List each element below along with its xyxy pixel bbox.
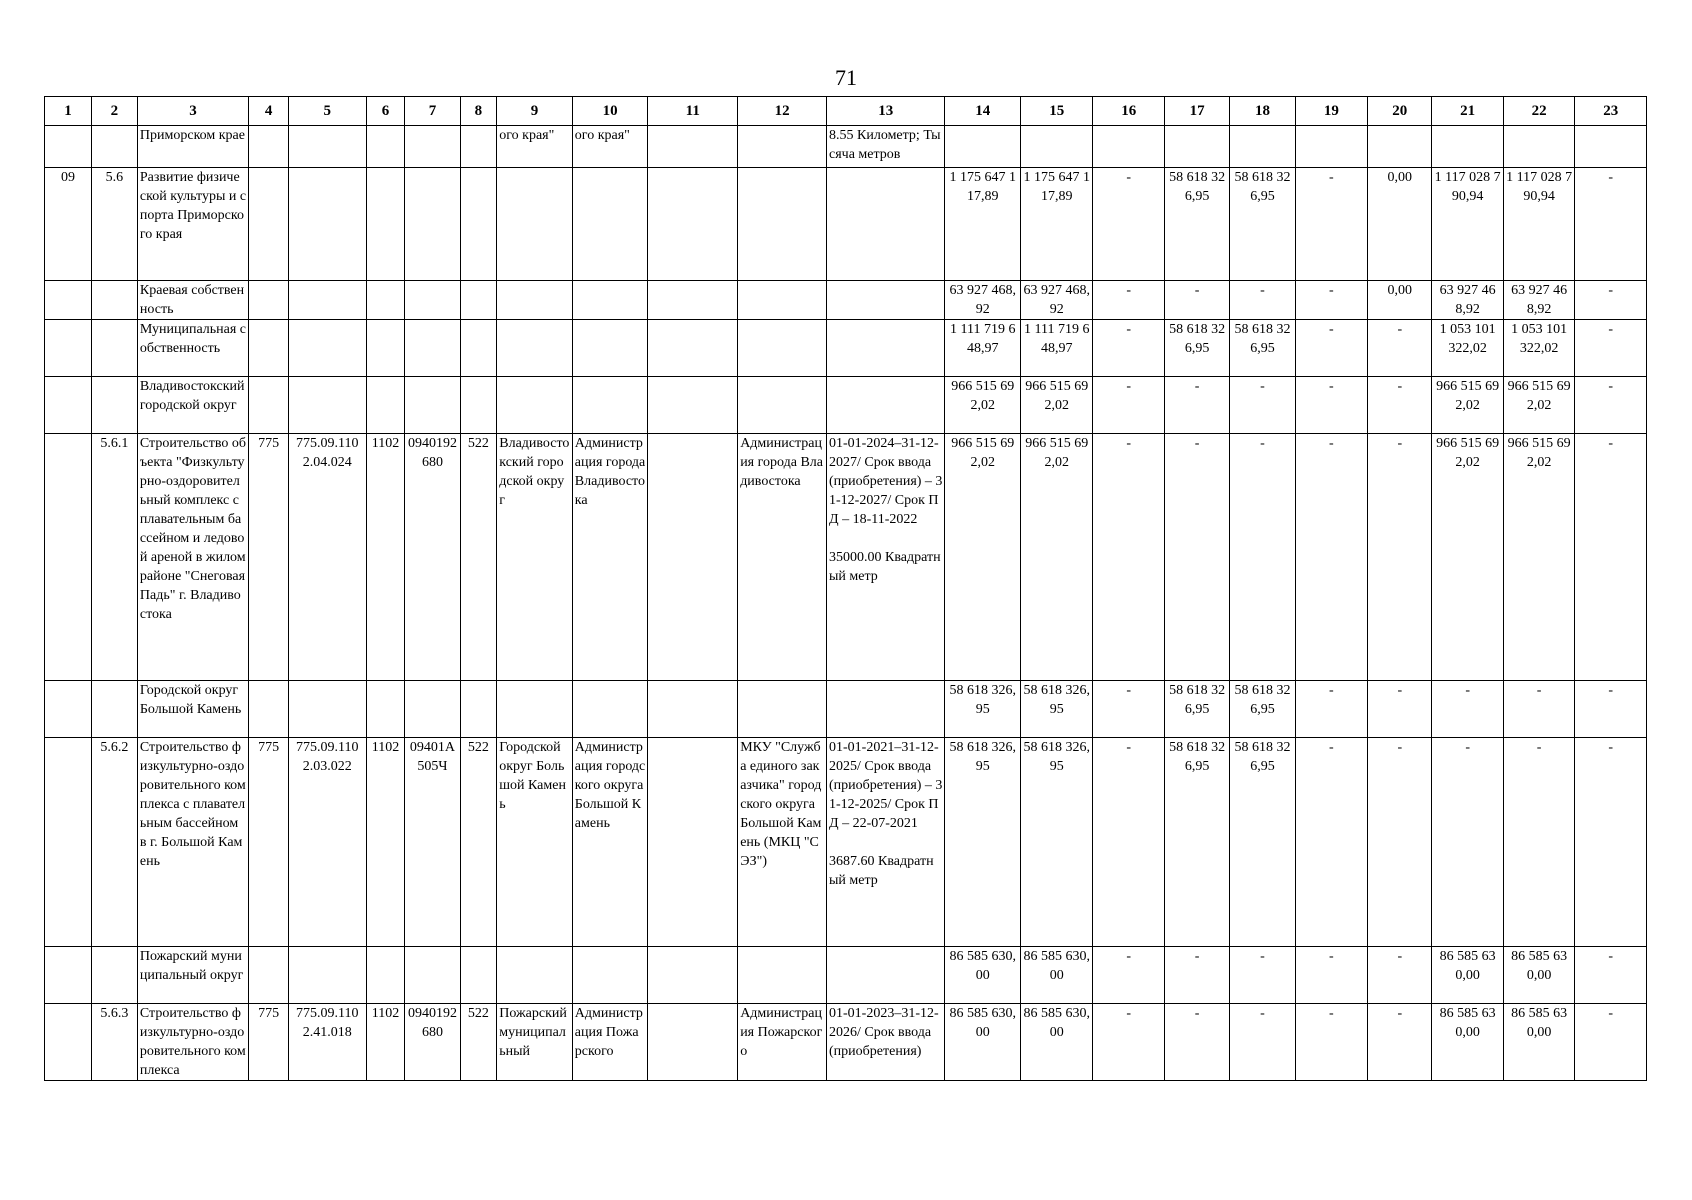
cell-col-17: 58 618 326,95 [1164,681,1229,738]
column-header-23: 23 [1575,97,1647,126]
cell-col-19: - [1295,320,1367,377]
table-row [45,434,1647,681]
cell-col-2 [91,281,137,320]
column-header-15: 15 [1021,97,1093,126]
cell-col-21: 1 117 028 790,94 [1432,168,1503,281]
cell-col-8 [460,281,497,320]
cell-col-13: 8.55 Километр; Тысяча метров [827,126,945,168]
cell-col-12 [738,126,827,168]
cell-col-18: - [1230,377,1295,434]
cell-col-23: - [1575,947,1647,1004]
cell-col-8 [460,947,497,1004]
cell-col-9: Городской округ Большой Камень [497,738,573,947]
cell-col-19: - [1295,377,1367,434]
cell-col-17: - [1164,281,1229,320]
cell-col-15: 966 515 692,02 [1021,377,1093,434]
cell-col-10 [572,377,648,434]
cell-col-3: Приморском крае [137,126,248,168]
column-header-7: 7 [405,97,460,126]
cell-col-21 [1432,126,1503,168]
cell-col-13 [827,281,945,320]
cell-col-12 [738,281,827,320]
cell-col-7: 09401А505Ч [405,738,460,947]
cell-col-16: - [1093,281,1164,320]
cell-col-20: - [1368,434,1432,681]
cell-col-15: 86 585 630,00 [1021,1004,1093,1081]
cell-col-18: 58 618 326,95 [1230,168,1295,281]
column-header-16: 16 [1093,97,1164,126]
cell-col-21: 966 515 692,02 [1432,434,1503,681]
column-header-17: 17 [1164,97,1229,126]
cell-col-17: - [1164,434,1229,681]
cell-col-11 [648,681,738,738]
cell-col-4 [249,281,289,320]
cell-col-9 [497,377,573,434]
cell-col-11 [648,1004,738,1081]
table-row [45,168,1647,281]
cell-col-5 [288,947,366,1004]
cell-col-3: Строительство физкультурно-оздоровительного комплекса [137,1004,248,1081]
cell-col-19: - [1295,434,1367,681]
cell-col-9 [497,681,573,738]
cell-col-16 [1093,126,1164,168]
cell-col-15: 63 927 468,92 [1021,281,1093,320]
cell-col-14: 86 585 630,00 [945,947,1021,1004]
cell-col-3: Муниципальная собственность [137,320,248,377]
cell-col-8 [460,681,497,738]
cell-col-7 [405,168,460,281]
cell-col-14: 58 618 326,95 [945,738,1021,947]
cell-col-23: - [1575,320,1647,377]
cell-col-17 [1164,126,1229,168]
cell-col-3: Строительство физкультурно-оздоровительного комплекса с плавательным бассейном в г. Большой Камень [137,738,248,947]
cell-col-19: - [1295,281,1367,320]
cell-col-10: Администрация города Владивостока [572,434,648,681]
cell-col-3: Строительство объекта "Физкультурно-оздоровительный комплекс с плавательным бассейном и ледовой ареной в жилом районе "Снеговая Падь" г. Владивостока [137,434,248,681]
cell-col-2: 5.6.2 [91,738,137,947]
cell-col-20: - [1368,738,1432,947]
page-number: 71 [835,65,857,90]
cell-col-23: - [1575,681,1647,738]
cell-col-12 [738,377,827,434]
cell-col-12 [738,168,827,281]
table-row [45,281,1647,320]
cell-col-9: Пожарский муниципальный [497,1004,573,1081]
cell-col-7 [405,320,460,377]
cell-col-18: - [1230,281,1295,320]
cell-col-23: - [1575,377,1647,434]
cell-col-5: 775.09.1102.04.024 [288,434,366,681]
table-row [45,377,1647,434]
cell-col-14: 966 515 692,02 [945,434,1021,681]
cell-col-14: 1 175 647 117,89 [945,168,1021,281]
cell-col-13 [827,168,945,281]
cell-col-22 [1503,126,1574,168]
cell-col-18: - [1230,1004,1295,1081]
cell-col-5 [288,281,366,320]
cell-col-16: - [1093,947,1164,1004]
cell-col-19: - [1295,168,1367,281]
cell-col-14: 966 515 692,02 [945,377,1021,434]
column-header-14: 14 [945,97,1021,126]
column-header-3: 3 [137,97,248,126]
cell-col-5 [288,168,366,281]
cell-col-17: 58 618 326,95 [1164,168,1229,281]
cell-col-9 [497,947,573,1004]
table-row [45,681,1647,738]
cell-col-23: - [1575,1004,1647,1081]
cell-col-4 [249,320,289,377]
table-row [45,738,1647,947]
cell-col-17: - [1164,947,1229,1004]
cell-col-19 [1295,126,1367,168]
column-header-18: 18 [1230,97,1295,126]
cell-col-18: - [1230,947,1295,1004]
cell-col-3: Пожарский муниципальный округ [137,947,248,1004]
cell-col-4 [249,947,289,1004]
cell-col-20: - [1368,377,1432,434]
cell-col-21: 1 053 101 322,02 [1432,320,1503,377]
cell-col-16: - [1093,681,1164,738]
cell-col-16: - [1093,320,1164,377]
column-header-11: 11 [648,97,738,126]
table-row [45,947,1647,1004]
column-header-6: 6 [366,97,405,126]
cell-col-10 [572,281,648,320]
cell-col-17: - [1164,377,1229,434]
column-header-20: 20 [1368,97,1432,126]
cell-col-22: 86 585 630,00 [1503,947,1574,1004]
cell-col-22: 966 515 692,02 [1503,377,1574,434]
cell-col-3: Краевая собственность [137,281,248,320]
cell-col-21: 63 927 468,92 [1432,281,1503,320]
cell-col-3: Городской округ Большой Камень [137,681,248,738]
cell-col-18: 58 618 326,95 [1230,738,1295,947]
cell-col-15: 86 585 630,00 [1021,947,1093,1004]
cell-col-20: - [1368,947,1432,1004]
column-header-2: 2 [91,97,137,126]
cell-col-7: 0940192680 [405,434,460,681]
cell-col-5 [288,320,366,377]
column-header-10: 10 [572,97,648,126]
cell-col-14: 1 111 719 648,97 [945,320,1021,377]
column-header-13: 13 [827,97,945,126]
cell-col-10: Администрация Пожарского [572,1004,648,1081]
cell-col-6 [366,681,405,738]
column-header-1: 1 [45,97,92,126]
cell-col-15 [1021,126,1093,168]
cell-col-9 [497,281,573,320]
cell-col-14: 63 927 468,92 [945,281,1021,320]
cell-col-19: - [1295,1004,1367,1081]
cell-col-21: 86 585 630,00 [1432,947,1503,1004]
cell-col-2 [91,320,137,377]
cell-col-12 [738,947,827,1004]
cell-col-3: Владивостокский городской округ [137,377,248,434]
cell-col-6 [366,377,405,434]
cell-col-10: Администрация городского округа Большой Камень [572,738,648,947]
cell-col-10 [572,681,648,738]
cell-col-22: 1 053 101 322,02 [1503,320,1574,377]
column-header-9: 9 [497,97,573,126]
cell-col-11 [648,738,738,947]
cell-col-11 [648,126,738,168]
cell-col-16: - [1093,377,1164,434]
cell-col-6 [366,126,405,168]
cell-col-14: 58 618 326,95 [945,681,1021,738]
cell-col-8: 522 [460,738,497,947]
cell-col-19: - [1295,738,1367,947]
table-row [45,1004,1647,1081]
cell-col-15: 1 175 647 117,89 [1021,168,1093,281]
cell-col-18: - [1230,434,1295,681]
cell-col-23: - [1575,434,1647,681]
cell-col-6 [366,320,405,377]
cell-col-16: - [1093,738,1164,947]
cell-col-1 [45,947,92,1004]
column-header-22: 22 [1503,97,1574,126]
cell-col-1 [45,377,92,434]
cell-col-11 [648,281,738,320]
cell-col-22: 86 585 630,00 [1503,1004,1574,1081]
cell-col-20 [1368,126,1432,168]
cell-col-2 [91,126,137,168]
cell-col-2: 5.6.3 [91,1004,137,1081]
cell-col-17: - [1164,1004,1229,1081]
column-header-21: 21 [1432,97,1503,126]
cell-col-22: - [1503,681,1574,738]
cell-col-8: 522 [460,1004,497,1081]
cell-col-6 [366,947,405,1004]
cell-col-22: 63 927 468,92 [1503,281,1574,320]
cell-col-21: 966 515 692,02 [1432,377,1503,434]
cell-col-2 [91,377,137,434]
cell-col-19: - [1295,947,1367,1004]
cell-col-7 [405,281,460,320]
cell-col-15: 58 618 326,95 [1021,681,1093,738]
cell-col-20: - [1368,1004,1432,1081]
column-header-5: 5 [288,97,366,126]
cell-col-4: 775 [249,1004,289,1081]
cell-col-6: 1102 [366,1004,405,1081]
cell-col-15: 966 515 692,02 [1021,434,1093,681]
cell-col-10: ого края" [572,126,648,168]
cell-col-13: 01-01-2021–31-12-2025/ Срок ввода (приобретения) – 31-12-2025/ Срок ПД – 22-07-2021 3687.60 Квадратный метр [827,738,945,947]
cell-col-16: - [1093,434,1164,681]
cell-col-13: 01-01-2023–31-12-2026/ Срок ввода (приобретения) [827,1004,945,1081]
cell-col-14: 86 585 630,00 [945,1004,1021,1081]
cell-col-6 [366,281,405,320]
column-header-4: 4 [249,97,289,126]
cell-col-12 [738,681,827,738]
cell-col-9 [497,168,573,281]
cell-col-14 [945,126,1021,168]
column-header-8: 8 [460,97,497,126]
cell-col-20: 0,00 [1368,281,1432,320]
cell-col-1 [45,738,92,947]
cell-col-6: 1102 [366,434,405,681]
cell-col-22: 1 117 028 790,94 [1503,168,1574,281]
column-header-19: 19 [1295,97,1367,126]
cell-col-2 [91,681,137,738]
cell-col-1 [45,681,92,738]
cell-col-23: - [1575,738,1647,947]
cell-col-7 [405,377,460,434]
cell-col-2: 5.6 [91,168,137,281]
cell-col-1 [45,1004,92,1081]
cell-col-11 [648,168,738,281]
cell-col-23: - [1575,168,1647,281]
cell-col-12: Администрация города Владивостока [738,434,827,681]
cell-col-1 [45,434,92,681]
cell-col-1: 09 [45,168,92,281]
cell-col-12: МКУ "Служба единого заказчика" городского округа Большой Камень (МКЦ "СЭЗ") [738,738,827,947]
cell-col-15: 58 618 326,95 [1021,738,1093,947]
cell-col-4 [249,681,289,738]
cell-col-1 [45,320,92,377]
cell-col-4 [249,168,289,281]
cell-col-12 [738,320,827,377]
cell-col-21: 86 585 630,00 [1432,1004,1503,1081]
header-row [45,97,1647,126]
cell-col-4: 775 [249,434,289,681]
cell-col-10 [572,320,648,377]
cell-col-4: 775 [249,738,289,947]
cell-col-8 [460,377,497,434]
cell-col-5 [288,126,366,168]
cell-col-11 [648,320,738,377]
table-row [45,126,1647,168]
cell-col-7 [405,947,460,1004]
cell-col-18: 58 618 326,95 [1230,681,1295,738]
cell-col-20: 0,00 [1368,168,1432,281]
table-row [45,320,1647,377]
cell-col-5: 775.09.1102.03.022 [288,738,366,947]
cell-col-11 [648,434,738,681]
cell-col-13 [827,681,945,738]
cell-col-15: 1 111 719 648,97 [1021,320,1093,377]
cell-col-5 [288,377,366,434]
cell-col-9: Владивостокский городской округ [497,434,573,681]
cell-col-12: Администрация Пожарского [738,1004,827,1081]
cell-col-16: - [1093,168,1164,281]
column-header-12: 12 [738,97,827,126]
cell-col-7 [405,681,460,738]
cell-col-21: - [1432,681,1503,738]
cell-col-20: - [1368,320,1432,377]
cell-col-9: ого края" [497,126,573,168]
cell-col-7: 0940192680 [405,1004,460,1081]
cell-col-16: - [1093,1004,1164,1081]
cell-col-3: Развитие физической культуры и спорта Приморского края [137,168,248,281]
cell-col-17: 58 618 326,95 [1164,320,1229,377]
cell-col-23 [1575,126,1647,168]
cell-col-11 [648,377,738,434]
cell-col-19: - [1295,681,1367,738]
cell-col-18: 58 618 326,95 [1230,320,1295,377]
cell-col-17: 58 618 326,95 [1164,738,1229,947]
cell-col-7 [405,126,460,168]
cell-col-10 [572,168,648,281]
cell-col-13 [827,320,945,377]
table-body [45,126,1647,1081]
cell-col-1 [45,281,92,320]
cell-col-2: 5.6.1 [91,434,137,681]
cell-col-23: - [1575,281,1647,320]
cell-col-5 [288,681,366,738]
cell-col-6 [366,168,405,281]
cell-col-2 [91,947,137,1004]
cell-col-4 [249,126,289,168]
cell-col-22: - [1503,738,1574,947]
cell-col-18 [1230,126,1295,168]
cell-col-20: - [1368,681,1432,738]
cell-col-22: 966 515 692,02 [1503,434,1574,681]
cell-col-1 [45,126,92,168]
cell-col-5: 775.09.1102.41.018 [288,1004,366,1081]
cell-col-8 [460,126,497,168]
cell-col-8 [460,168,497,281]
cell-col-10 [572,947,648,1004]
cell-col-9 [497,320,573,377]
cell-col-11 [648,947,738,1004]
cell-col-21: - [1432,738,1503,947]
cell-col-13 [827,947,945,1004]
budget-table [44,96,1647,1081]
cell-col-8 [460,320,497,377]
cell-col-4 [249,377,289,434]
cell-col-13 [827,377,945,434]
cell-col-13: 01-01-2024–31-12-2027/ Срок ввода (приобретения) – 31-12-2027/ Срок ПД – 18-11-2022 35000.00 Квадратный метр [827,434,945,681]
cell-col-8: 522 [460,434,497,681]
cell-col-6: 1102 [366,738,405,947]
